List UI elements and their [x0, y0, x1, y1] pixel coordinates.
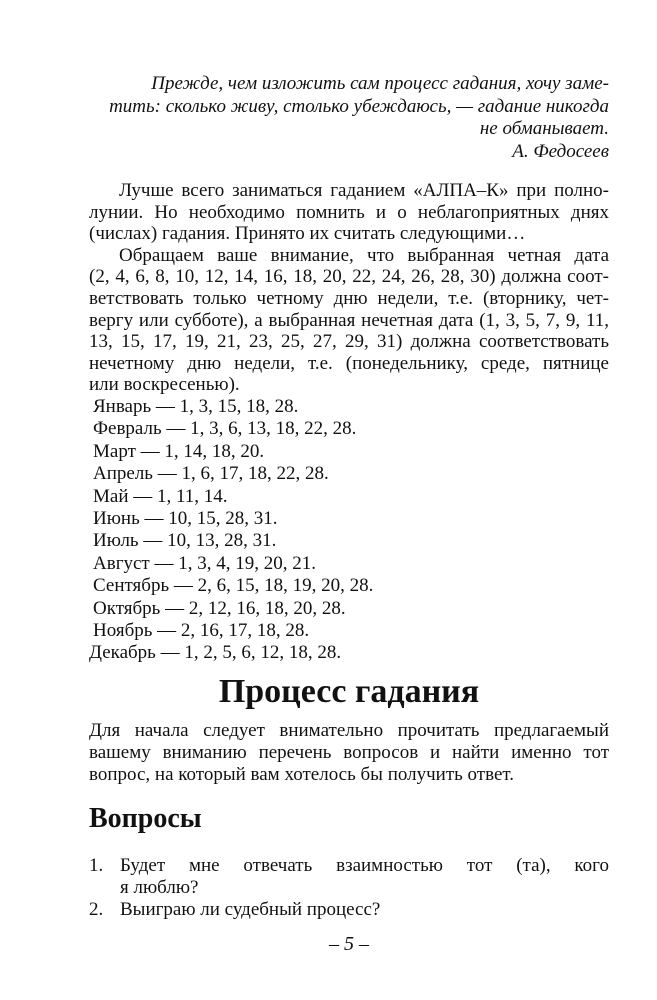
month-entry: Январь — 1, 3, 15, 18, 28. [93, 396, 299, 417]
paragraph-line: ветствовать только четному дню недели, т.е. (вторнику, чет- [89, 287, 609, 309]
paragraph-line: Для начала следует внимательно прочитать предлагаемый [89, 720, 609, 741]
question-line: Выиграю ли судебный процесс? [120, 899, 381, 920]
epigraph [89, 73, 609, 163]
paragraph-line: 13, 15, 17, 19, 21, 23, 25, 27, 29, 31) должна соответствовать [89, 331, 609, 353]
paragraph-line: вашему вниманию перечень вопросов и найти именно тот [89, 742, 609, 763]
paragraph-line: вергу или субботе), а выбранная нечетная дата (1, 3, 5, 7, 9, 11, [89, 309, 609, 331]
month-entry: Апрель — 1, 6, 17, 18, 22, 28. [93, 463, 329, 485]
unfavorable-days-list [89, 396, 373, 665]
month-entry: Ноябрь — 2, 16, 17, 18, 28. [93, 620, 310, 642]
month-entry: Июнь — 10, 15, 28, 31. [93, 508, 278, 530]
month-entry: Сентябрь — 2, 6, 15, 18, 19, 20, 28. [93, 575, 374, 597]
paragraph-line: Лучше всего заниматься гаданием «АЛПА–К» при полно- [119, 180, 609, 201]
question-text [120, 855, 609, 899]
question-line: я люблю? [120, 877, 199, 898]
paragraph-line: нечетному дню недели, т.е. (понедельнику, среде, пятнице [89, 352, 609, 374]
questions-title: Вопросы [89, 803, 202, 834]
epigraph-line: тить: сколько живу, столько убеждаюсь, — гадание никогда [109, 95, 609, 117]
question-text [120, 899, 609, 921]
body-text [89, 180, 609, 396]
month-entry: Март — 1, 14, 18, 20. [93, 440, 265, 462]
month-entry: Октябрь — 2, 12, 16, 18, 20, 28. [93, 597, 346, 619]
section-title: Процесс гадания [218, 673, 480, 710]
questions-list [89, 855, 609, 921]
paragraph-line: (числах) гадания. Принято их считать следующими… [89, 223, 526, 245]
book-page [89, 0, 609, 1000]
paragraph-line: или воскресенью). [89, 374, 240, 396]
month-entry: Июль — 10, 13, 28, 31. [93, 530, 277, 552]
intro-paragraph [89, 720, 609, 786]
month-entry: Август — 1, 3, 4, 19, 20, 21. [93, 552, 316, 574]
month-entry: Декабрь — 1, 2, 5, 6, 12, 18, 28. [89, 642, 342, 664]
page-number: – 5 – [329, 933, 369, 955]
paragraph-line: Обращаем ваше внимание, что выбранная четная дата [119, 244, 609, 266]
question-item [89, 855, 609, 899]
paragraph-line: лунии. Но необходимо помнить и о неблагоприятных днях [89, 201, 609, 223]
epigraph-author: А. Федосеев [512, 140, 609, 162]
question-line: Будет мне отвечать взаимностью тот (та), кого [120, 855, 609, 876]
question-item [89, 899, 609, 921]
question-number: 2. [89, 899, 104, 920]
epigraph-line: не обманывает. [479, 118, 609, 139]
epigraph-line: Прежде, чем изложить сам процесс гадания, хочу заме- [151, 73, 609, 94]
month-entry: Май — 1, 11, 14. [93, 485, 228, 507]
paragraph-line: (2, 4, 6, 8, 10, 12, 14, 16, 18, 20, 22, 24, 26, 28, 30) должна соот- [89, 266, 609, 288]
question-number: 1. [89, 855, 104, 876]
paragraph-line: вопрос, на который вам хотелось бы получить ответ. [89, 764, 515, 785]
month-entry: Февраль — 1, 3, 6, 13, 18, 22, 28. [93, 418, 357, 440]
